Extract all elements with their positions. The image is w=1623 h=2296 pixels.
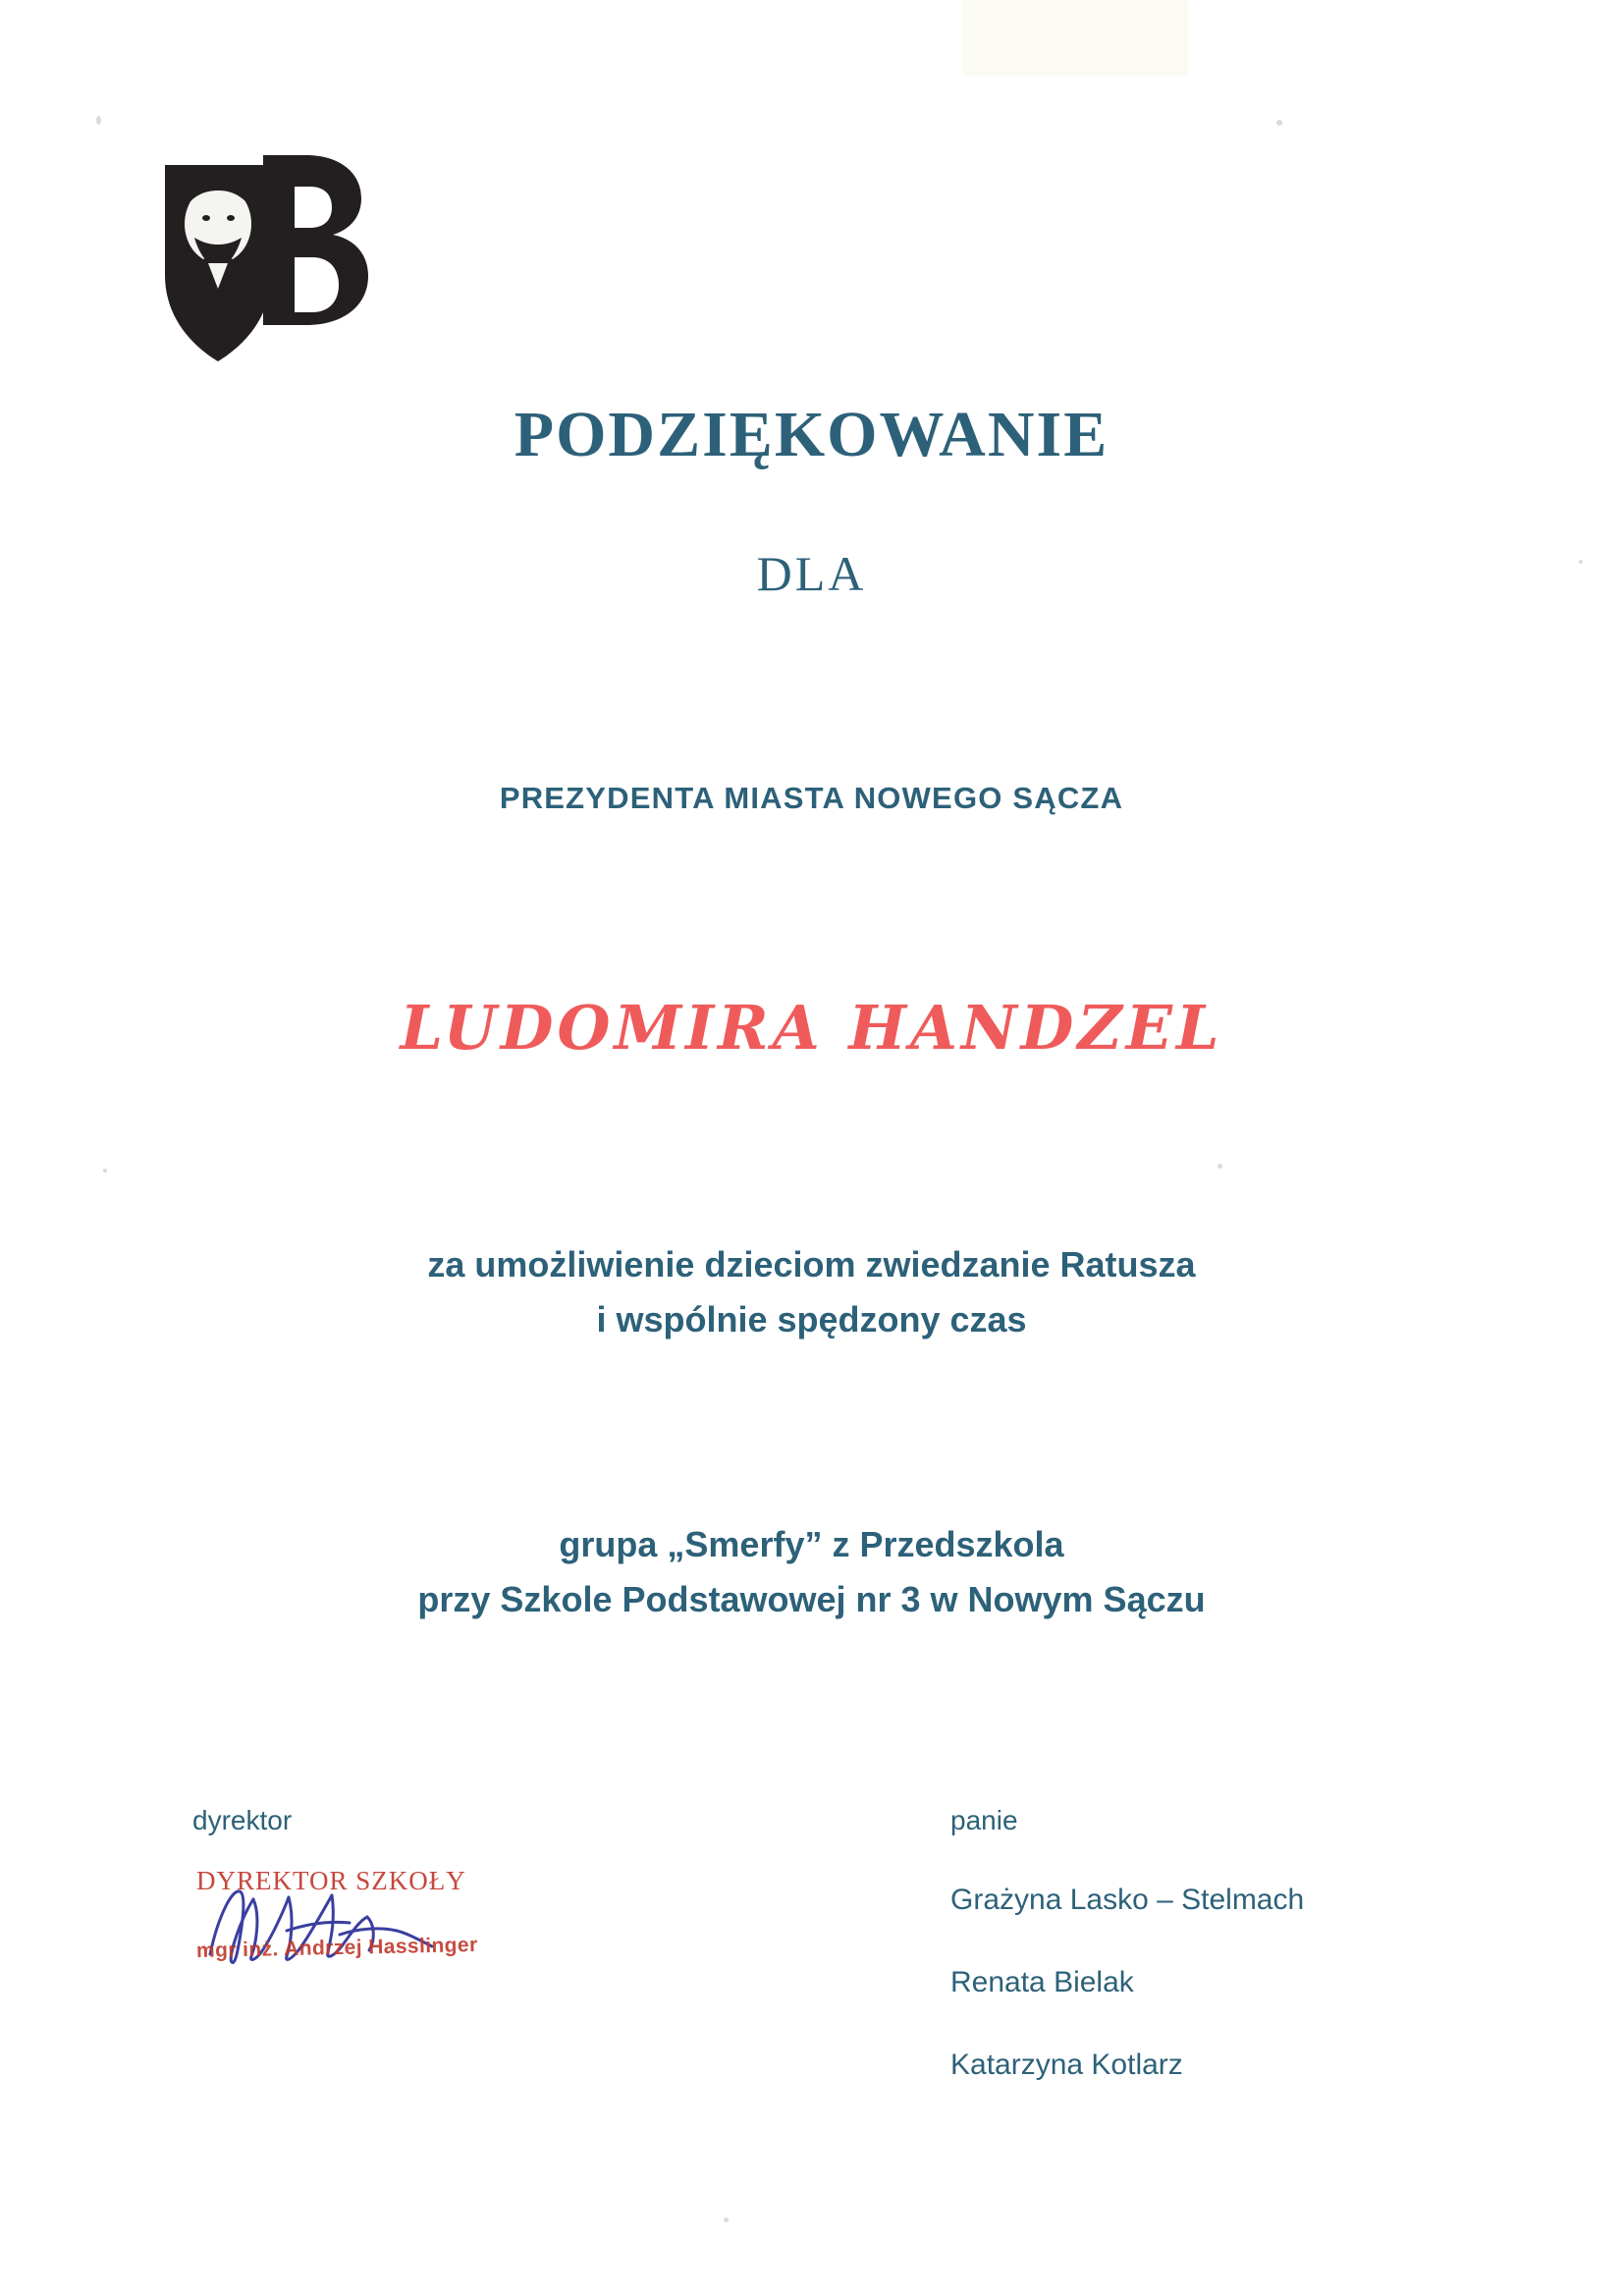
group-line-1: grupa „Smerfy” z Przedszkola [559, 1524, 1064, 1564]
scan-speck [96, 116, 101, 125]
honoree-name: LUDOMIRA HANDZEL [400, 992, 1223, 1064]
reason-line-2: i wspólnie spędzony czas [596, 1298, 1027, 1339]
recipient-office: PREZYDENTA MIASTA NOWEGO SĄCZA [499, 781, 1124, 815]
signature-role-left: dyrektor [192, 1805, 293, 1835]
scan-speck [1276, 120, 1282, 126]
scan-speck [724, 2217, 729, 2222]
teacher-name: Katarzyna Kotlarz [950, 2049, 1183, 2081]
signature-role-right: panie [950, 1805, 1018, 1835]
signature-block-right [950, 1805, 1500, 2082]
page-title: PODZIĘKOWANIE [514, 399, 1109, 470]
reason-line-1: za umożliwienie dzieciom zwiedzanie Ratusza [427, 1244, 1196, 1285]
group-line-2: przy Szkole Podstawowej nr 3 w Nowym Sączu [417, 1578, 1206, 1619]
scan-speck [103, 1169, 107, 1173]
page-subtitle: DLA [756, 546, 867, 601]
teacher-name: Grażyna Lasko – Stelmach [950, 1884, 1305, 1916]
director-stamp [192, 1864, 516, 1972]
reason-text [0, 1237, 1623, 1347]
city-emblem-bust-letter-b-icon [147, 147, 383, 363]
stamp-line-2: mgr inż. Andrzej Hasslinger [195, 1934, 478, 1962]
stamp-line-1: DYREKTOR SZKOŁY [196, 1866, 466, 1895]
teacher-name: Renata Bielak [950, 1966, 1134, 1998]
group-text [0, 1517, 1623, 1627]
scan-speck [1217, 1164, 1222, 1169]
signature-block-left [192, 1805, 703, 1972]
scan-artifact [962, 0, 1188, 77]
